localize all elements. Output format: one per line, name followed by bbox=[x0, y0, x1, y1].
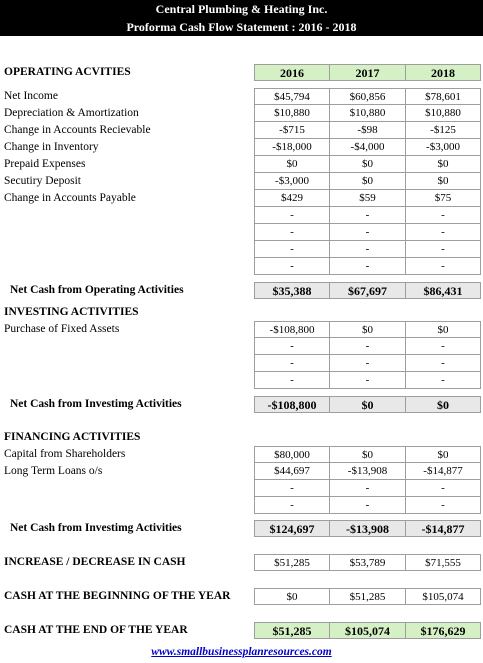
beginning-cash-row bbox=[0, 588, 483, 605]
value-cell-2018: $86,431 bbox=[406, 282, 481, 299]
table-row bbox=[0, 446, 483, 463]
value-cell-2018: $105,074 bbox=[406, 588, 481, 605]
footer bbox=[0, 646, 483, 658]
investing-total-row bbox=[0, 396, 483, 413]
value-cell-2016: -$108,800 bbox=[254, 321, 330, 338]
row-label: Change in Accounts Payable bbox=[4, 192, 136, 204]
table-row bbox=[0, 355, 483, 372]
row-label: Net Cash from Operating Activities bbox=[10, 284, 184, 296]
ending-cash-row bbox=[0, 622, 483, 639]
table-row bbox=[0, 321, 483, 338]
table-row bbox=[0, 105, 483, 122]
value-cell-2016: $51,285 bbox=[254, 622, 330, 639]
value-cell-2017: $0 bbox=[330, 446, 406, 463]
website-link[interactable]: www.smallbusinessplanresources.com bbox=[151, 646, 332, 658]
table-row bbox=[0, 139, 483, 156]
row-label: FINANCING ACTIVITIES bbox=[4, 431, 141, 443]
table-row bbox=[0, 480, 483, 497]
table-row bbox=[0, 372, 483, 389]
value-cell-2016: $0 bbox=[254, 156, 330, 173]
row-label: CASH AT THE END OF THE YEAR bbox=[4, 624, 188, 636]
value-cell-2017: $51,285 bbox=[330, 588, 406, 605]
value-cell-2018: $0 bbox=[406, 396, 481, 413]
value-cell-2016: - bbox=[254, 497, 330, 514]
year-header-2016: 2016 bbox=[254, 64, 330, 81]
row-label: Change in Inventory bbox=[4, 141, 99, 153]
row-label: Net Cash from Investimg Activities bbox=[10, 398, 182, 410]
value-cell-2017: $53,789 bbox=[330, 554, 406, 571]
investing-heading-row bbox=[0, 304, 483, 321]
year-header-2018: 2018 bbox=[406, 64, 481, 81]
value-cell-2016: -$108,800 bbox=[254, 396, 330, 413]
value-cell-2017: $105,074 bbox=[330, 622, 406, 639]
value-cell-2017: - bbox=[330, 372, 406, 389]
table-row bbox=[0, 190, 483, 207]
value-cell-2018: $0 bbox=[406, 446, 481, 463]
year-header-2017: 2017 bbox=[330, 64, 406, 81]
financing-heading-row bbox=[0, 429, 483, 446]
table-row bbox=[0, 88, 483, 105]
value-cell-2018: -$14,877 bbox=[406, 520, 481, 537]
value-cell-2017: -$4,000 bbox=[330, 139, 406, 156]
value-cell-2018: -$14,877 bbox=[406, 463, 481, 480]
value-cell-2017: - bbox=[330, 355, 406, 372]
operating-total-row bbox=[0, 282, 483, 299]
value-cell-2017: - bbox=[330, 338, 406, 355]
value-cell-2018: - bbox=[406, 355, 481, 372]
value-cell-2017: $0 bbox=[330, 156, 406, 173]
row-label: Capital from Shareholders bbox=[4, 448, 126, 460]
value-cell-2016: - bbox=[254, 372, 330, 389]
value-cell-2018: - bbox=[406, 258, 481, 275]
table-row bbox=[0, 122, 483, 139]
value-cell-2017: $59 bbox=[330, 190, 406, 207]
row-label: Net Cash from Investimg Activities bbox=[10, 522, 182, 534]
row-label: INCREASE / DECREASE IN CASH bbox=[4, 556, 186, 568]
value-cell-2018: - bbox=[406, 207, 481, 224]
value-cell-2018: - bbox=[406, 372, 481, 389]
row-label: Secutiry Deposit bbox=[4, 175, 81, 187]
value-cell-2016: $45,794 bbox=[254, 88, 330, 105]
value-cell-2016: -$18,000 bbox=[254, 139, 330, 156]
row-label: CASH AT THE BEGINNING OF THE YEAR bbox=[4, 590, 231, 602]
value-cell-2018: $176,629 bbox=[406, 622, 481, 639]
increase-decrease-row bbox=[0, 554, 483, 571]
report-title: Proforma Cash Flow Statement : 2016 - 2018 bbox=[126, 20, 357, 34]
table-row bbox=[0, 497, 483, 514]
value-cell-2018: $78,601 bbox=[406, 88, 481, 105]
value-cell-2017: - bbox=[330, 207, 406, 224]
value-cell-2017: - bbox=[330, 480, 406, 497]
value-cell-2017: $0 bbox=[330, 321, 406, 338]
row-label: Depreciation & Amortization bbox=[4, 107, 139, 119]
table-row bbox=[0, 338, 483, 355]
financing-total-row bbox=[0, 520, 483, 537]
value-cell-2018: $0 bbox=[406, 173, 481, 190]
value-cell-2017: -$13,908 bbox=[330, 463, 406, 480]
value-cell-2017: $0 bbox=[330, 396, 406, 413]
value-cell-2017: $60,856 bbox=[330, 88, 406, 105]
value-cell-2016: - bbox=[254, 241, 330, 258]
table-row bbox=[0, 463, 483, 480]
value-cell-2016: - bbox=[254, 207, 330, 224]
value-cell-2016: $10,880 bbox=[254, 105, 330, 122]
value-cell-2016: $51,285 bbox=[254, 554, 330, 571]
row-label: OPERATING ACVITIES bbox=[4, 66, 131, 78]
value-cell-2016: $80,000 bbox=[254, 446, 330, 463]
value-cell-2018: - bbox=[406, 497, 481, 514]
row-label: Change in Accounts Recievable bbox=[4, 124, 151, 136]
value-cell-2017: - bbox=[330, 497, 406, 514]
value-cell-2016: -$715 bbox=[254, 122, 330, 139]
row-label: INVESTING ACTIVITIES bbox=[4, 306, 139, 318]
value-cell-2017: $10,880 bbox=[330, 105, 406, 122]
table-row bbox=[0, 156, 483, 173]
value-cell-2018: - bbox=[406, 224, 481, 241]
value-cell-2018: $0 bbox=[406, 156, 481, 173]
table-row bbox=[0, 173, 483, 190]
report-header bbox=[0, 0, 483, 36]
value-cell-2016: - bbox=[254, 355, 330, 372]
row-label: Long Term Loans o/s bbox=[4, 465, 103, 477]
value-cell-2018: -$125 bbox=[406, 122, 481, 139]
value-cell-2017: $67,697 bbox=[330, 282, 406, 299]
value-cell-2018: - bbox=[406, 338, 481, 355]
value-cell-2016: - bbox=[254, 224, 330, 241]
row-label: Net Income bbox=[4, 90, 58, 102]
table-row bbox=[0, 224, 483, 241]
value-cell-2018: $10,880 bbox=[406, 105, 481, 122]
value-cell-2018: $0 bbox=[406, 321, 481, 338]
value-cell-2017: -$13,908 bbox=[330, 520, 406, 537]
value-cell-2018: - bbox=[406, 241, 481, 258]
table-row bbox=[0, 258, 483, 275]
value-cell-2016: - bbox=[254, 480, 330, 497]
year-header-row bbox=[0, 64, 483, 81]
table-row bbox=[0, 207, 483, 224]
row-label: Purchase of Fixed Assets bbox=[4, 323, 120, 335]
value-cell-2016: $35,388 bbox=[254, 282, 330, 299]
value-cell-2017: - bbox=[330, 224, 406, 241]
table-row bbox=[0, 241, 483, 258]
value-cell-2018: $71,555 bbox=[406, 554, 481, 571]
value-cell-2016: $124,697 bbox=[254, 520, 330, 537]
value-cell-2016: - bbox=[254, 338, 330, 355]
value-cell-2016: $429 bbox=[254, 190, 330, 207]
row-label: Prepaid Expenses bbox=[4, 158, 86, 170]
value-cell-2018: - bbox=[406, 480, 481, 497]
value-cell-2018: $75 bbox=[406, 190, 481, 207]
company-name: Central Plumbing & Heating Inc. bbox=[155, 2, 328, 16]
value-cell-2017: -$98 bbox=[330, 122, 406, 139]
value-cell-2017: - bbox=[330, 241, 406, 258]
value-cell-2017: $0 bbox=[330, 173, 406, 190]
value-cell-2016: $44,697 bbox=[254, 463, 330, 480]
value-cell-2016: $0 bbox=[254, 588, 330, 605]
value-cell-2016: -$3,000 bbox=[254, 173, 330, 190]
value-cell-2017: - bbox=[330, 258, 406, 275]
value-cell-2016: - bbox=[254, 258, 330, 275]
value-cell-2018: -$3,000 bbox=[406, 139, 481, 156]
